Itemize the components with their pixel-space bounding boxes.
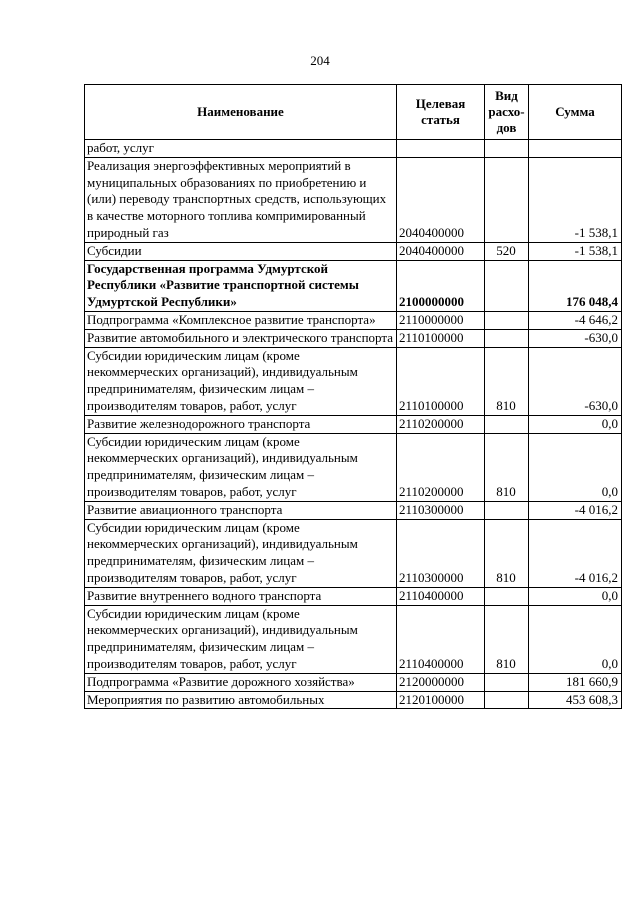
table-row: [85, 347, 622, 415]
cell-name: работ, услуг: [85, 140, 397, 158]
page-number: 204: [310, 53, 330, 68]
table-row: [85, 673, 622, 691]
cell-name: Субсидии юридическим лицам (кроме некоммерческих организаций), индивидуальным предпринимателям, физическим лицам – производителям товаров, работ, услуг: [85, 605, 397, 673]
cell-expense-type: 810: [485, 605, 529, 673]
cell-target-article: [397, 140, 485, 158]
cell-target-article: 2110200000: [397, 415, 485, 433]
cell-sum: 453 608,3: [529, 691, 622, 709]
cell-name: Развитие железнодорожного транспорта: [85, 415, 397, 433]
cell-target-article: 2120100000: [397, 691, 485, 709]
cell-target-article: 2110100000: [397, 347, 485, 415]
cell-sum: -630,0: [529, 347, 622, 415]
cell-expense-type: 810: [485, 347, 529, 415]
cell-expense-type: 810: [485, 433, 529, 501]
cell-target-article: 2110300000: [397, 519, 485, 587]
table-row: [85, 140, 622, 158]
cell-sum: 0,0: [529, 605, 622, 673]
table-row: [85, 605, 622, 673]
table-row: [85, 587, 622, 605]
cell-name: Развитие автомобильного и электрического транспорта: [85, 329, 397, 347]
cell-sum: 0,0: [529, 433, 622, 501]
cell-expense-type: [485, 691, 529, 709]
cell-target-article: 2110000000: [397, 311, 485, 329]
cell-sum: -4 646,2: [529, 311, 622, 329]
cell-sum: [529, 140, 622, 158]
cell-name: Подпрограмма «Комплексное развитие транспорта»: [85, 311, 397, 329]
cell-sum: -1 538,1: [529, 242, 622, 260]
cell-name: Субсидии юридическим лицам (кроме некоммерческих организаций), индивидуальным предпринимателям, физическим лицам – производителям товаров, работ, услуг: [85, 519, 397, 587]
cell-sum: -630,0: [529, 329, 622, 347]
cell-name: Развитие авиационного транспорта: [85, 501, 397, 519]
cell-expense-type: 520: [485, 242, 529, 260]
cell-name: Подпрограмма «Развитие дорожного хозяйства»: [85, 673, 397, 691]
cell-expense-type: [485, 501, 529, 519]
header-expense-type: Вид расхо-дов: [485, 85, 529, 140]
table-row: [85, 415, 622, 433]
cell-target-article: 2110400000: [397, 605, 485, 673]
cell-name: Государственная программа Удмуртской Республики «Развитие транспортной системы Удмуртской Республики»: [85, 260, 397, 311]
cell-name: Развитие внутреннего водного транспорта: [85, 587, 397, 605]
cell-sum: 176 048,4: [529, 260, 622, 311]
cell-expense-type: [485, 260, 529, 311]
cell-name: Субсидии юридическим лицам (кроме некоммерческих организаций), индивидуальным предпринимателям, физическим лицам – производителям товаров, работ, услуг: [85, 433, 397, 501]
table-row: [85, 157, 622, 242]
table-row: [85, 260, 622, 311]
cell-target-article: 2100000000: [397, 260, 485, 311]
header-target-article: Целевая статья: [397, 85, 485, 140]
cell-name: Реализация энергоэффективных мероприятий в муниципальных образованиях по приобретению и (или) переводу транспортных средств, использующих в качестве моторного топлива компримированный природный газ: [85, 157, 397, 242]
cell-sum: 0,0: [529, 587, 622, 605]
table-row: [85, 242, 622, 260]
table-row: [85, 519, 622, 587]
cell-sum: 181 660,9: [529, 673, 622, 691]
cell-target-article: 2040400000: [397, 242, 485, 260]
table-row: [85, 691, 622, 709]
header-sum: Сумма: [529, 85, 622, 140]
cell-expense-type: [485, 329, 529, 347]
cell-target-article: 2040400000: [397, 157, 485, 242]
cell-target-article: 2110400000: [397, 587, 485, 605]
cell-sum: -4 016,2: [529, 519, 622, 587]
table-row: [85, 501, 622, 519]
cell-expense-type: [485, 157, 529, 242]
cell-expense-type: [485, 587, 529, 605]
cell-sum: -1 538,1: [529, 157, 622, 242]
cell-target-article: 2120000000: [397, 673, 485, 691]
cell-expense-type: [485, 415, 529, 433]
cell-name: Субсидии юридическим лицам (кроме некоммерческих организаций), индивидуальным предпринимателям, физическим лицам – производителям товаров, работ, услуг: [85, 347, 397, 415]
cell-expense-type: [485, 673, 529, 691]
cell-target-article: 2110200000: [397, 433, 485, 501]
cell-expense-type: [485, 311, 529, 329]
cell-expense-type: [485, 140, 529, 158]
cell-sum: -4 016,2: [529, 501, 622, 519]
budget-table: [84, 84, 622, 709]
cell-name: Субсидии: [85, 242, 397, 260]
cell-expense-type: 810: [485, 519, 529, 587]
cell-target-article: 2110300000: [397, 501, 485, 519]
table-row: [85, 311, 622, 329]
table-row: [85, 433, 622, 501]
header-name: Наименование: [85, 85, 397, 140]
cell-target-article: 2110100000: [397, 329, 485, 347]
cell-sum: 0,0: [529, 415, 622, 433]
table-row: [85, 329, 622, 347]
cell-name: Мероприятия по развитию автомобильных: [85, 691, 397, 709]
table-header-row: [85, 85, 622, 140]
